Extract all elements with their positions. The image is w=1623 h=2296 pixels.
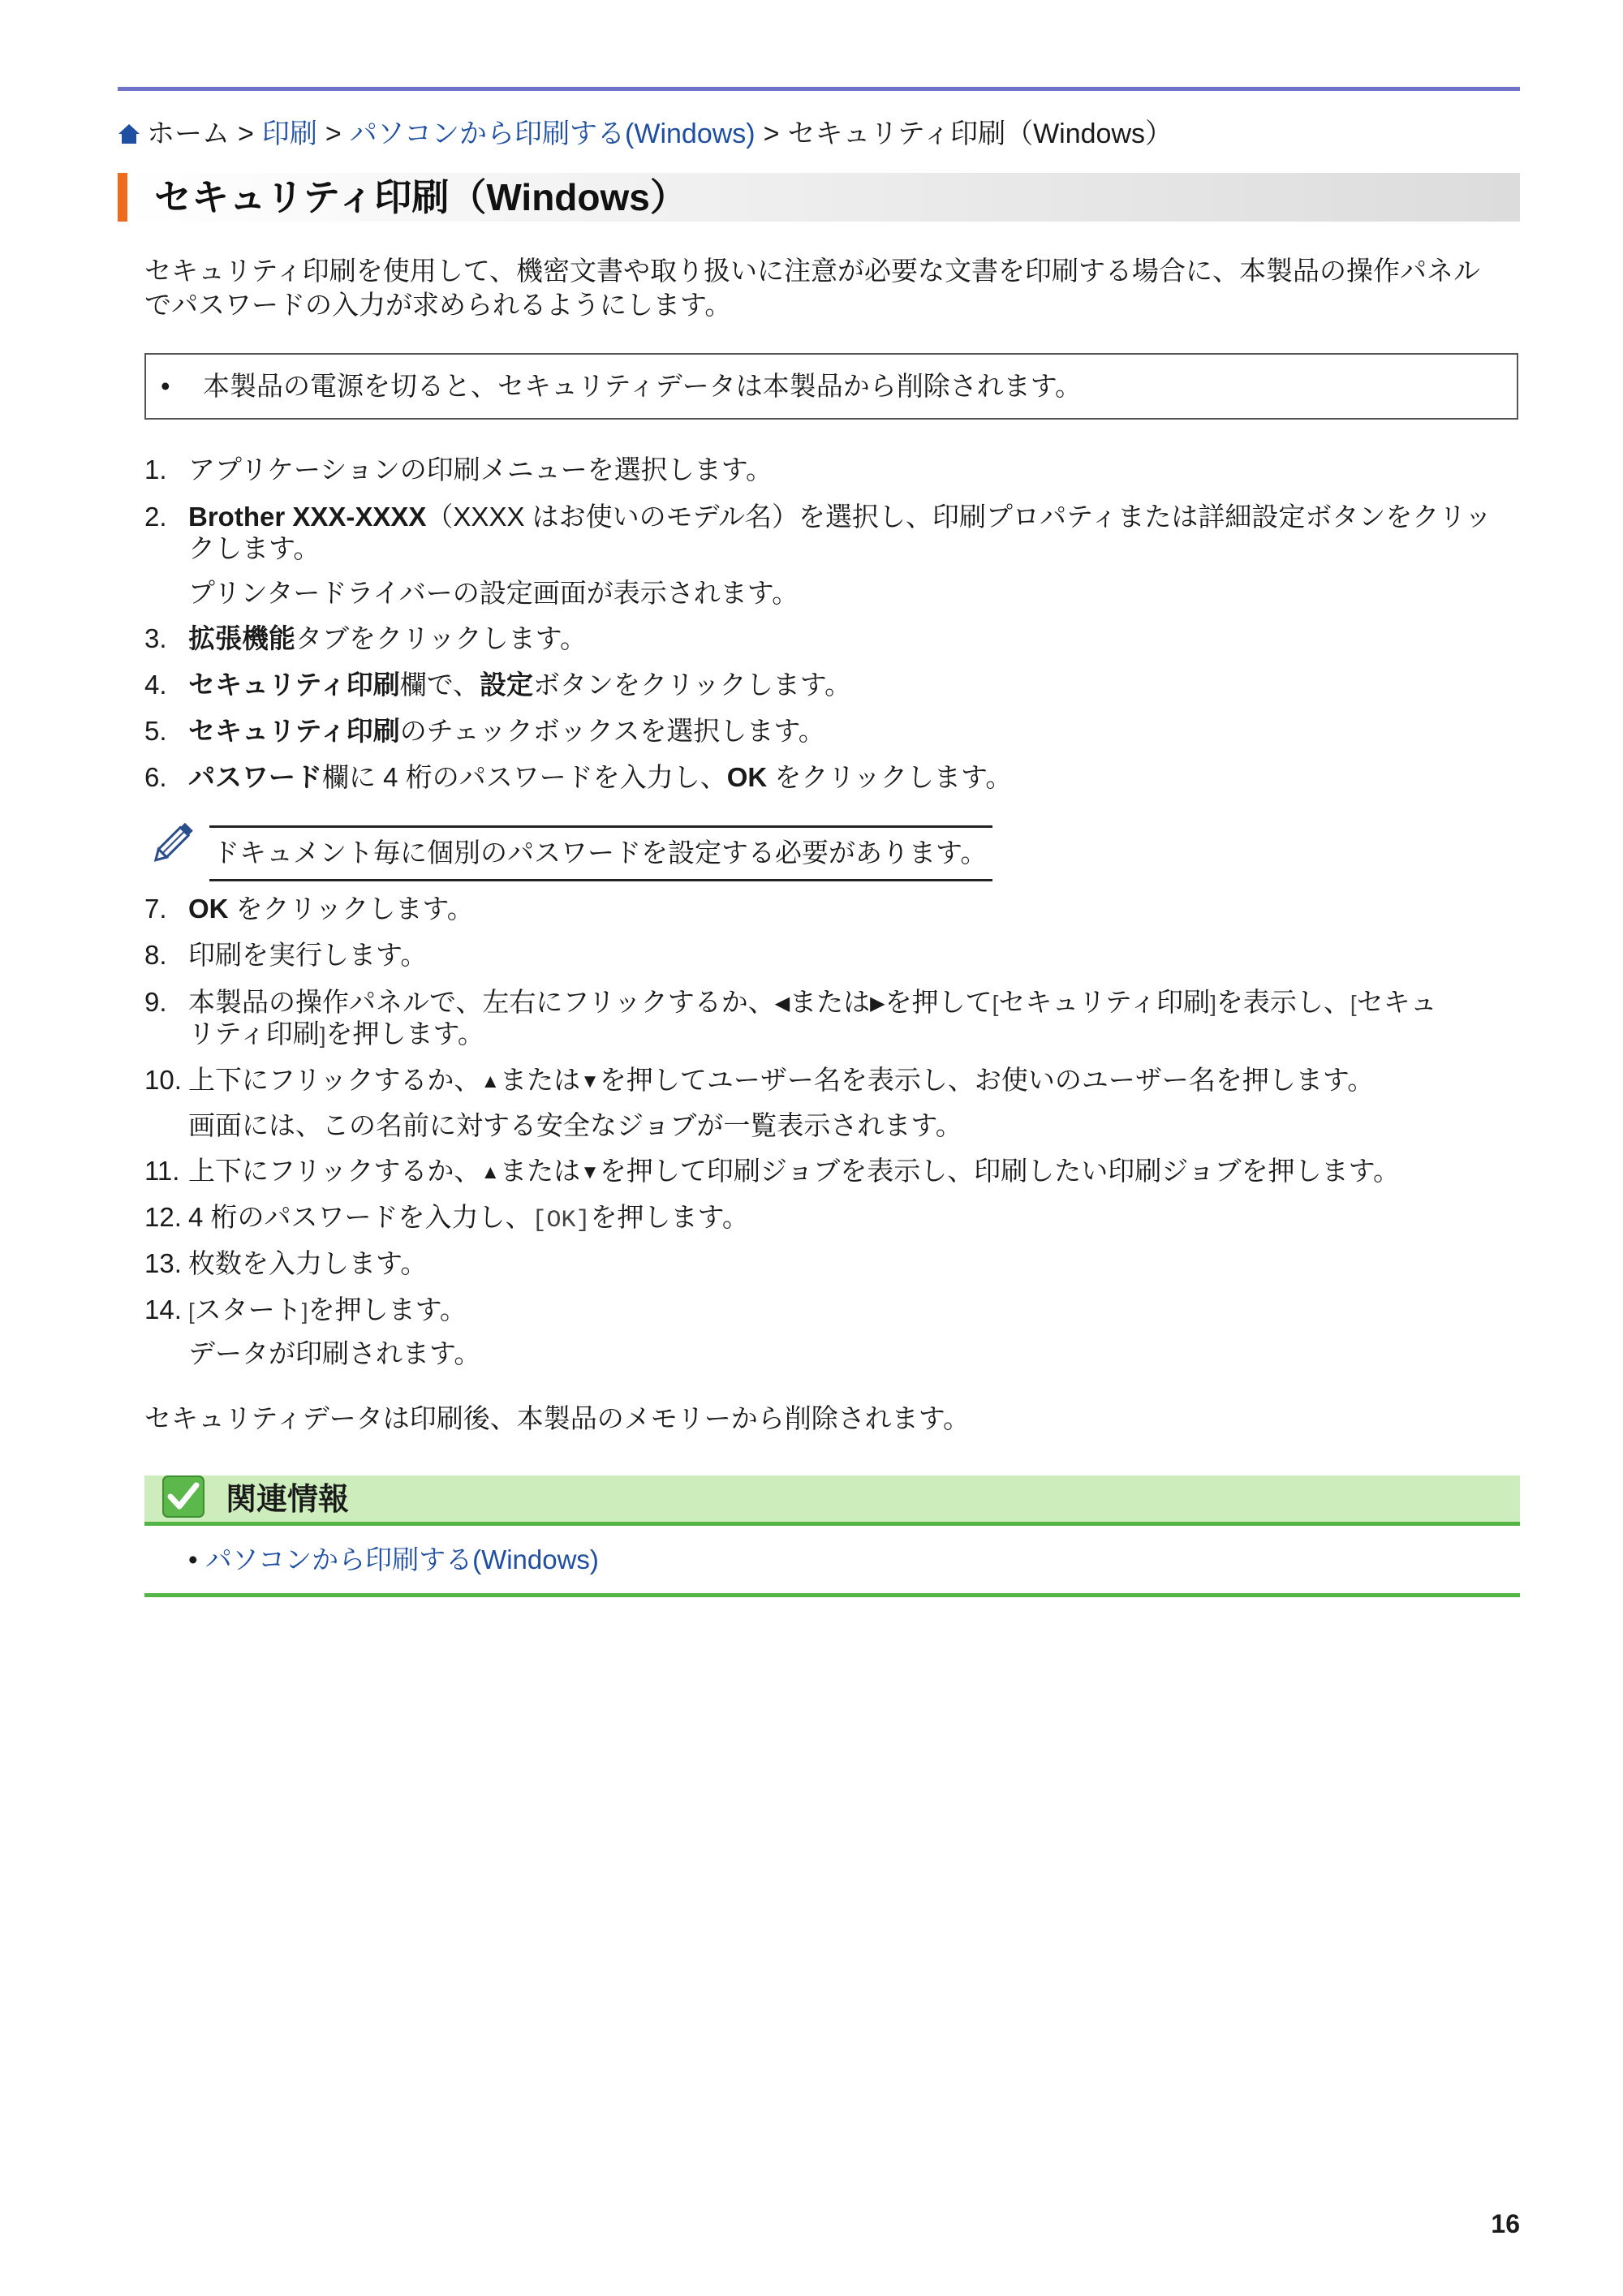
step-2-result: プリンタードライバーの設定画面が表示されます。	[188, 578, 799, 608]
related-link-pc-print[interactable]: パソコンから印刷する(Windows)	[204, 1544, 599, 1574]
step-13	[144, 1247, 427, 1281]
step-number: 3.	[144, 623, 167, 653]
bracket: ]	[301, 1299, 308, 1324]
step-text: 本製品の操作パネルで、左右にフリックするか、	[188, 987, 775, 1017]
ui-label-secure-print: セキュリティ印刷	[188, 670, 400, 700]
bracket: [	[1350, 991, 1357, 1016]
lcd-key-ok: [OK]	[532, 1207, 591, 1234]
step-8	[144, 938, 427, 972]
note-text: ドキュメント毎に個別のパスワードを設定する必要があります。	[213, 838, 988, 868]
step-text: 欄に 4 桁のパスワードを入力し、	[322, 762, 727, 792]
step-text: または	[500, 1156, 581, 1186]
note-bottom-rule	[209, 879, 992, 881]
step-9	[144, 985, 1437, 1021]
breadcrumb-separator: >	[238, 118, 254, 149]
top-rule	[118, 87, 1520, 91]
step-text: を表示し、	[1216, 987, 1350, 1017]
step-number: 13.	[144, 1248, 182, 1278]
step-4	[144, 668, 851, 702]
step-number: 7.	[144, 894, 167, 924]
ui-label-ok: OK	[188, 894, 229, 924]
step-6	[144, 760, 1012, 795]
breadcrumb-current: セキュリティ印刷（Windows）	[787, 118, 1173, 149]
pencil-icon	[153, 816, 201, 864]
step-text: または	[790, 987, 871, 1017]
step-text: （XXXX はお使いのモデル名）を選択し、印刷プロパティまたは詳細設定ボタンをクリッ	[426, 502, 1492, 532]
step-14-result: データが印刷されます。	[188, 1338, 481, 1368]
step-number: 11.	[144, 1156, 180, 1186]
related-info-bottom-rule	[144, 1593, 1520, 1597]
step-text: をクリックします。	[767, 762, 1013, 792]
step-text: 4 桁のパスワードを入力し、	[188, 1202, 532, 1232]
step-text: または	[500, 1065, 581, 1095]
lcd-key-secure-print: セキュ	[1356, 987, 1437, 1017]
page-number: 16	[1491, 2209, 1520, 2238]
step-7	[144, 892, 474, 926]
intro-line-1: セキュリティ印刷を使用して、機密文書や取り扱いに注意が必要な文書を印刷する場合に、本製品の操作パネル	[144, 256, 1481, 286]
intro-line-2: でパスワードの入力が求められるようにします。	[144, 290, 732, 320]
ui-label-advanced-tab: 拡張機能	[188, 623, 295, 653]
step-number: 14.	[144, 1294, 182, 1325]
related-info-item	[188, 1542, 599, 1578]
bracket: ]	[319, 1023, 326, 1048]
step-text: アプリケーションの印刷メニューを選択します。	[188, 454, 773, 485]
step-number: 1.	[144, 454, 167, 485]
ui-label-ok: OK	[726, 762, 768, 792]
step-text: 上下にフリックするか、	[188, 1156, 481, 1186]
step-2-continuation: クします。	[188, 533, 321, 563]
note-top-rule	[209, 825, 992, 828]
step-9-continuation	[188, 1017, 484, 1053]
ui-label-password: パスワード	[188, 762, 322, 792]
step-number: 9.	[144, 987, 167, 1017]
step-text: を押します。	[325, 1019, 484, 1049]
step-number: 8.	[144, 940, 167, 970]
step-number: 10.	[144, 1065, 182, 1095]
step-text: をクリックします。	[228, 894, 474, 924]
step-text: 上下にフリックするか、	[188, 1065, 481, 1095]
breadcrumb-separator: >	[763, 118, 780, 149]
step-text: を押します。	[590, 1202, 749, 1232]
step-text: 印刷を実行します。	[188, 940, 428, 970]
up-triangle-icon: ▲	[480, 1161, 501, 1183]
step-5	[144, 714, 825, 748]
step-number: 4.	[144, 670, 167, 700]
left-triangle-icon: ◀	[774, 993, 790, 1014]
step-10-result: 画面には、この名前に対する安全なジョブが一覧表示されます。	[188, 1110, 962, 1140]
note-box-text	[161, 370, 1082, 403]
check-icon	[161, 1474, 206, 1519]
breadcrumb-link-print[interactable]: 印刷	[261, 118, 317, 149]
breadcrumb-link-pc-print[interactable]: パソコンから印刷する(Windows)	[349, 118, 756, 149]
breadcrumb-separator: >	[325, 118, 342, 149]
closing-text: セキュリティデータは印刷後、本製品のメモリーから削除されます。	[144, 1403, 971, 1433]
page-title: セキュリティ印刷（Windows）	[154, 176, 687, 218]
bullet: •	[188, 1544, 198, 1574]
step-text: 枚数を入力します。	[188, 1248, 428, 1278]
related-info-rule	[144, 1522, 1520, 1526]
step-text: を押してユーザー名を表示し、お使いのユーザー名を押します。	[599, 1065, 1375, 1095]
ui-label-settings: 設定	[480, 670, 534, 700]
lcd-key-start: スタート	[194, 1294, 302, 1325]
step-1	[144, 453, 773, 487]
step-text: 欄で、	[399, 670, 480, 700]
down-triangle-icon: ▼	[580, 1161, 600, 1183]
step-11	[144, 1154, 1400, 1190]
title-accent	[118, 173, 127, 222]
step-text: を押して印刷ジョブを表示し、印刷したい印刷ジョブを押します。	[599, 1156, 1400, 1186]
step-text: を押して	[885, 987, 992, 1017]
ui-label-secure-print: セキュリティ印刷	[188, 716, 400, 746]
step-number: 5.	[144, 716, 167, 746]
step-number: 12.	[144, 1202, 182, 1232]
bullet: •	[161, 371, 170, 401]
model-name: Brother XXX-XXXX	[188, 502, 427, 532]
bracket: ]	[1210, 991, 1216, 1016]
bracket: [	[188, 1299, 195, 1324]
step-text: ボタンをクリックします。	[533, 670, 852, 700]
step-10	[144, 1063, 1374, 1099]
note-box-content: 本製品の電源を切ると、セキュリティデータは本製品から削除されます。	[203, 371, 1083, 401]
step-2	[144, 500, 1492, 534]
step-text: タブをクリックします。	[295, 623, 588, 653]
lcd-key-secure-print: リティ印刷	[188, 1019, 320, 1049]
down-triangle-icon: ▼	[580, 1070, 600, 1092]
right-triangle-icon: ▶	[870, 993, 885, 1014]
step-12	[144, 1200, 749, 1238]
related-info-bar	[144, 1475, 1520, 1524]
lcd-key-secure-print: セキュリティ印刷	[998, 987, 1211, 1017]
step-text: のチェックボックスを選択します。	[399, 716, 825, 746]
step-14	[144, 1293, 467, 1329]
breadcrumb	[118, 118, 1173, 150]
step-3	[144, 622, 587, 656]
bracket: [	[992, 991, 999, 1016]
step-number: 6.	[144, 762, 167, 792]
step-text: を押します。	[308, 1294, 467, 1325]
home-icon[interactable]	[118, 123, 140, 144]
related-info-title: 関連情報	[226, 1483, 350, 1517]
step-number: 2.	[144, 502, 167, 532]
up-triangle-icon: ▲	[480, 1070, 501, 1092]
breadcrumb-home[interactable]: ホーム	[147, 118, 230, 149]
